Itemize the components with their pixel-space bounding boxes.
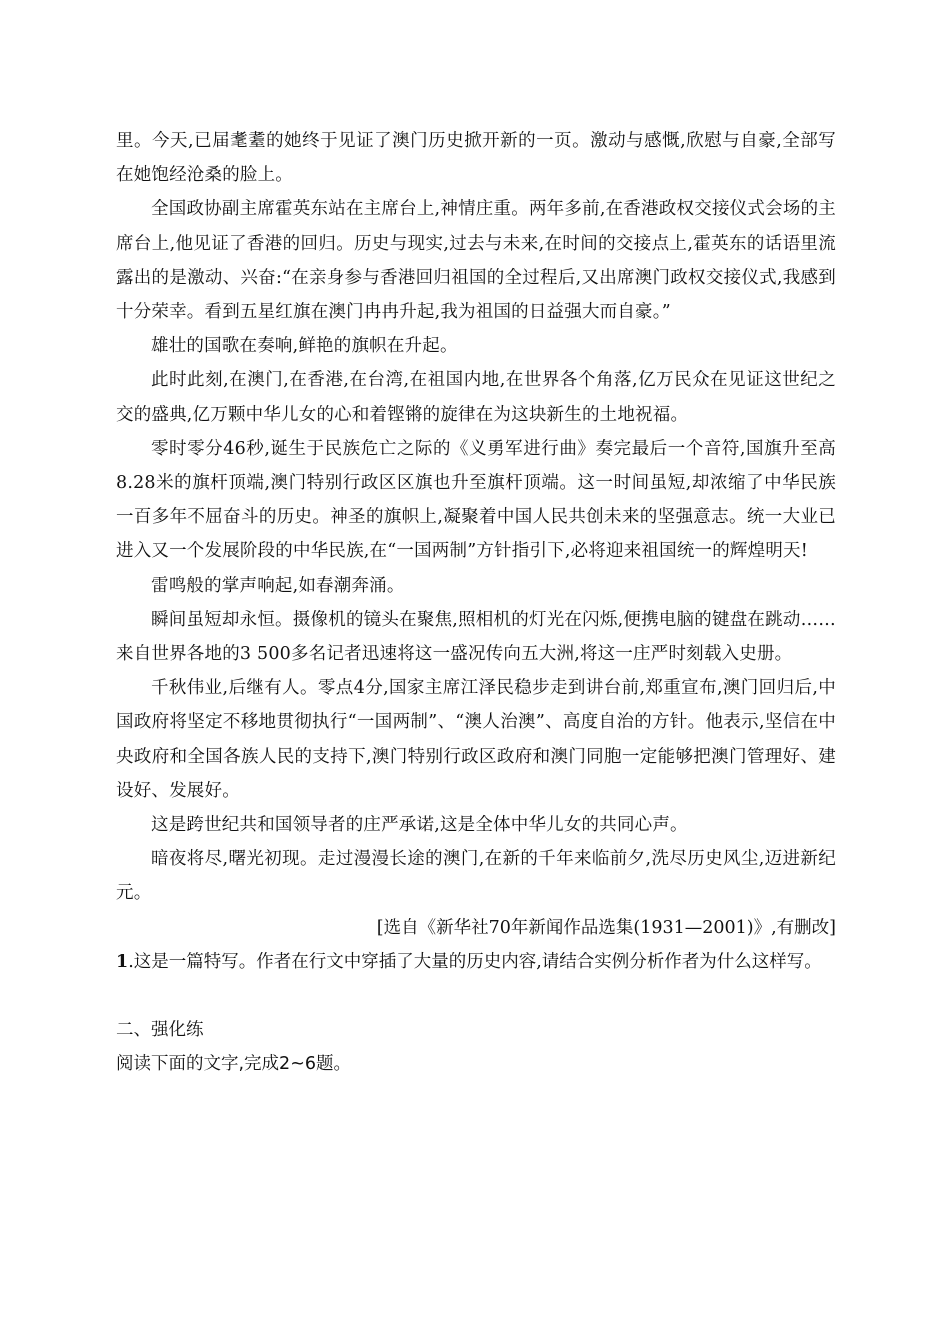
question-1 xyxy=(116,945,836,979)
article-paragraph: 全国政协副主席霍英东站在主席台上,神情庄重。两年多前,在香港政权交接仪式会场的主席台上,他见证了香港的回归。历史与现实,过去与未来,在时间的交接点上,霍英东的话语里流露出的是激动、兴奋:“在亲身参与香港回归祖国的全过程后,又出席澳门政权交接仪式,我感到十分荣幸。看到五星红旗在澳门冉冉升起,我为祖国的日益强大而自豪。” xyxy=(116,199,836,323)
article-paragraph: 千秋伟业,后继有人。零点4分,国家主席江泽民稳步走到讲台前,郑重宣布,澳门回归后,中国政府将坚定不移地贯彻执行“一国两制”、“澳人治澳”、高度自治的方针。他表示,坚信在中央政府和全国各族人民的支持下,澳门特别行政区政府和澳门同胞一定能够把澳门管理好、建设好、发展好。 xyxy=(116,678,836,801)
article-paragraph: 零时零分46秒,诞生于民族危亡之际的《义勇军进行曲》奏完最后一个音符,国旗升至高8.28米的旗杆顶端,澳门特别行政区区旗也升至旗杆顶端。这一时间虽短,却浓缩了中华民族一百多年不屈奋斗的历史。神圣的旗帜上,凝聚着中国人民共创未来的坚强意志。统一大业已进入又一个发展阶段的中华民族,在“一国两制”方针指引下,必将迎来祖国统一的辉煌明天! xyxy=(116,438,836,562)
question-text: .这是一篇特写。作者在行文中穿插了大量的历史内容,请结合实例分析作者为什么这样写。 xyxy=(128,951,822,972)
article-paragraph: 这是跨世纪共和国领导者的庄严承诺,这是全体中华儿女的共同心声。 xyxy=(151,815,688,836)
section-title: 二、强化练 xyxy=(116,1020,204,1041)
article-body xyxy=(116,124,836,1081)
source-citation: [选自《新华社70年新闻作品选集(1931—2001)》,有删改] xyxy=(376,917,836,938)
article-paragraph: 暗夜将尽,曙光初现。走过漫漫长途的澳门,在新的千年来临前夕,洗尽历史风尘,迈进新纪元。 xyxy=(116,849,836,904)
article-paragraph: 此时此刻,在澳门,在香港,在台湾,在祖国内地,在世界各个角落,亿万民众在见证这世纪之交的盛典,亿万颗中华儿女的心和着铿锵的旋律在为这块新生的土地祝福。 xyxy=(116,370,836,425)
question-number: 1 xyxy=(116,951,129,972)
article-paragraph: 雄壮的国歌在奏响,鲜艳的旗帜在升起。 xyxy=(151,336,458,357)
article-paragraph: 里。今天,已届耄耋的她终于见证了澳门历史掀开新的一页。激动与感慨,欣慰与自豪,全部写在她饱经沧桑的脸上。 xyxy=(116,131,836,186)
section-instruction: 阅读下面的文字,完成2~6题。 xyxy=(116,1054,351,1075)
article-paragraph: 瞬间虽短却永恒。摄像机的镜头在聚焦,照相机的灯光在闪烁,便携电脑的键盘在跳动……来自世界各地的3 500多名记者迅速将这一盛况传向五大洲,将这一庄严时刻载入史册。 xyxy=(116,609,836,665)
article-paragraph: 雷鸣般的掌声响起,如春潮奔涌。 xyxy=(151,575,405,596)
